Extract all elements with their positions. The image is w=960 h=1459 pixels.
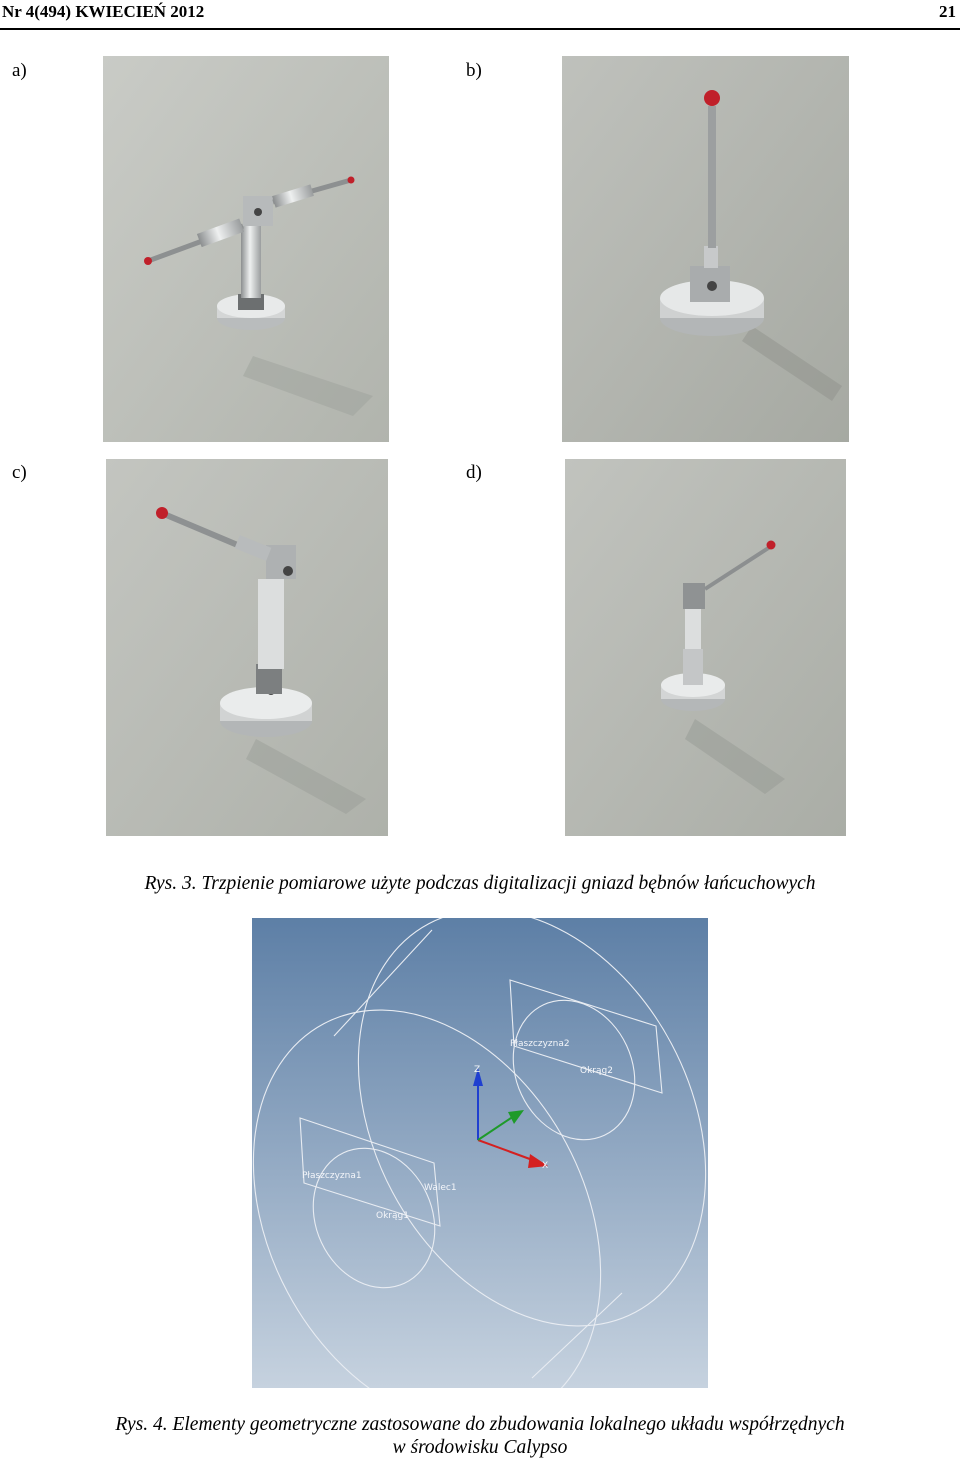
journal-issue: Nr 4(494) KWIECIEŃ 2012: [2, 2, 205, 21]
figure-4-caption-number: Rys. 4.: [115, 1414, 168, 1435]
panel-label-d: d): [466, 462, 482, 483]
figure-3-caption: [0, 872, 960, 895]
label-circle2: Okrąg2: [580, 1066, 613, 1076]
cad-geometry-view: [252, 918, 708, 1388]
label-axis-x: X: [542, 1161, 549, 1171]
figure-4-caption: [0, 1413, 960, 1459]
label-cylinder1: Walec1: [424, 1183, 457, 1193]
page-header: [0, 0, 960, 30]
panel-label-c: c): [12, 462, 27, 483]
label-axis-z: Z: [474, 1065, 481, 1075]
figure-4-caption-line1: Elementy geometryczne zastosowane do zbudowania lokalnego układu współrzędnych: [172, 1414, 845, 1435]
panel-label-b: b): [466, 60, 482, 81]
panel-label-a: a): [12, 60, 27, 81]
label-circle1: Okrąg1: [376, 1211, 409, 1221]
photo-b-stylus: [562, 56, 849, 442]
header-rule: [0, 28, 960, 30]
photo-c-stylus: [106, 459, 388, 836]
figure-4-caption-line2: w środowisku Calypso: [392, 1437, 568, 1458]
photo-a-stylus: [103, 56, 389, 442]
photo-d-stylus: [565, 459, 846, 836]
label-plane2: Płaszczyzna2: [510, 1039, 570, 1049]
figure-3-caption-number: Rys. 3.: [144, 873, 197, 894]
page-number: 21: [939, 2, 956, 21]
figure-3-caption-text: Trzpienie pomiarowe użyte podczas digitalizacji gniazd bębnów łańcuchowych: [201, 873, 816, 894]
label-plane1: Płaszczyzna1: [302, 1171, 362, 1181]
